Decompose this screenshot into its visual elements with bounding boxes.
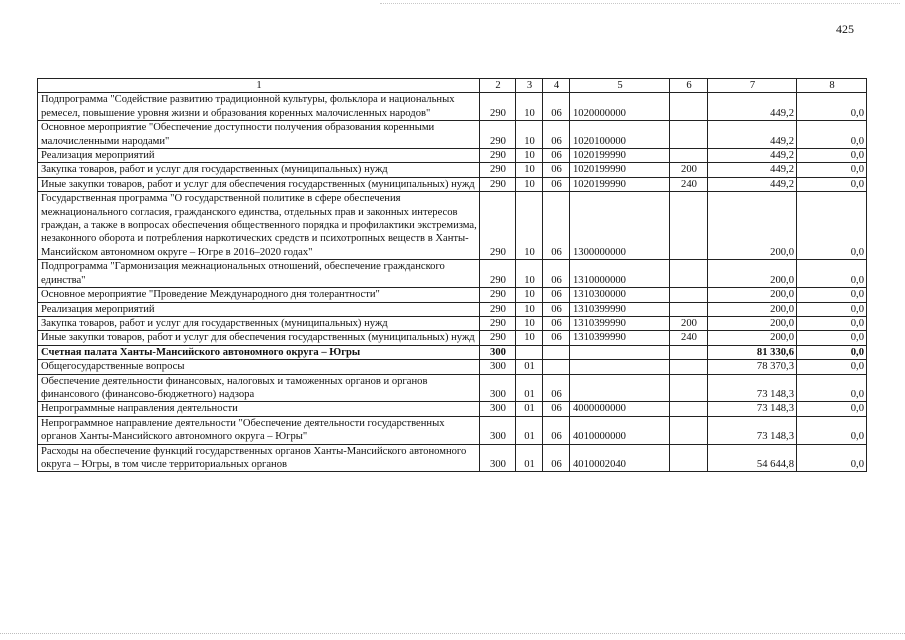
- table-row: [38, 331, 867, 345]
- header-cell: 5: [570, 79, 670, 93]
- section-code-cell: 10: [516, 177, 543, 191]
- section-code-cell: 10: [516, 288, 543, 302]
- admin-code-cell: 300: [480, 360, 516, 374]
- amount-cell: 73 148,3: [708, 402, 797, 416]
- table-row: [38, 121, 867, 149]
- target-article-cell: 1020199990: [570, 163, 670, 177]
- target-article-cell: [570, 345, 670, 359]
- amount-cell: 200,0: [708, 316, 797, 330]
- expense-type-cell: [670, 444, 708, 472]
- amount-subvention-cell: 0,0: [797, 374, 867, 402]
- amount-subvention-cell: 0,0: [797, 360, 867, 374]
- row-name-cell: Непрограммное направление деятельности "Обеспечение деятельности государственных органов Ханты-Мансийского автономного округа – Югры": [38, 416, 480, 444]
- expense-type-cell: [670, 345, 708, 359]
- subsection-code-cell: 06: [543, 121, 570, 149]
- expense-type-cell: [670, 374, 708, 402]
- subsection-code-cell: 06: [543, 192, 570, 260]
- section-code-cell: 10: [516, 260, 543, 288]
- target-article-cell: 1020199990: [570, 177, 670, 191]
- subsection-code-cell: [543, 360, 570, 374]
- expense-type-cell: [670, 402, 708, 416]
- header-cell: 8: [797, 79, 867, 93]
- amount-cell: 73 148,3: [708, 374, 797, 402]
- target-article-cell: 1020100000: [570, 121, 670, 149]
- admin-code-cell: 300: [480, 402, 516, 416]
- admin-code-cell: 290: [480, 149, 516, 163]
- subsection-code-cell: 06: [543, 260, 570, 288]
- target-article-cell: [570, 374, 670, 402]
- scan-edge-bottom: [0, 633, 905, 634]
- row-name-cell: Расходы на обеспечение функций государственных органов Ханты-Мансийского автономного округа – Югры, в том числе территориальных органов: [38, 444, 480, 472]
- subsection-code-cell: [543, 345, 570, 359]
- admin-code-cell: 300: [480, 416, 516, 444]
- row-name-cell: Государственная программа "О государственной политике в сфере обеспечения межнационального согласия, гражданского единства, отдельных прав и законных интересов граждан, а также в вопросах обеспечения общественного порядка и профилактики экстремизма, незаконного оборота и потребления наркотических средств и психотропных веществ в Ханты-Мансийском автономном округе – Югре в 2016–2020 годах": [38, 192, 480, 260]
- section-code-cell: 01: [516, 374, 543, 402]
- budget-table: [37, 78, 867, 472]
- expense-type-cell: 240: [670, 331, 708, 345]
- subsection-code-cell: 06: [543, 444, 570, 472]
- amount-subvention-cell: 0,0: [797, 288, 867, 302]
- table-row: [38, 93, 867, 121]
- subsection-code-cell: 06: [543, 316, 570, 330]
- section-code-cell: 01: [516, 360, 543, 374]
- expense-type-cell: 240: [670, 177, 708, 191]
- amount-cell: 449,2: [708, 93, 797, 121]
- amount-subvention-cell: 0,0: [797, 402, 867, 416]
- subsection-code-cell: 06: [543, 163, 570, 177]
- row-name-cell: Подпрограмма "Содействие развитию традиционной культуры, фольклора и национальных ремесел, повышение уровня жизни и образования коренных малочисленных народов": [38, 93, 480, 121]
- row-name-cell: Общегосударственные вопросы: [38, 360, 480, 374]
- target-article-cell: 1310399990: [570, 302, 670, 316]
- admin-code-cell: 300: [480, 345, 516, 359]
- expense-type-cell: [670, 260, 708, 288]
- expense-type-cell: [670, 93, 708, 121]
- row-name-cell: Счетная палата Ханты-Мансийского автономного округа – Югры: [38, 345, 480, 359]
- table-row: [38, 260, 867, 288]
- admin-code-cell: 290: [480, 302, 516, 316]
- table-row: [38, 402, 867, 416]
- section-code-cell: 10: [516, 121, 543, 149]
- header-cell: 2: [480, 79, 516, 93]
- target-article-cell: 1310399990: [570, 331, 670, 345]
- subsection-code-cell: 06: [543, 402, 570, 416]
- row-name-cell: Закупка товаров, работ и услуг для государственных (муниципальных) нужд: [38, 316, 480, 330]
- admin-code-cell: 290: [480, 192, 516, 260]
- table-row: [38, 302, 867, 316]
- target-article-cell: 4000000000: [570, 402, 670, 416]
- admin-code-cell: 290: [480, 121, 516, 149]
- expense-type-cell: [670, 149, 708, 163]
- expense-type-cell: [670, 302, 708, 316]
- table-row: [38, 444, 867, 472]
- amount-subvention-cell: 0,0: [797, 331, 867, 345]
- expense-type-cell: [670, 416, 708, 444]
- subsection-code-cell: 06: [543, 416, 570, 444]
- table-row: [38, 345, 867, 359]
- amount-cell: 78 370,3: [708, 360, 797, 374]
- amount-subvention-cell: 0,0: [797, 260, 867, 288]
- section-code-cell: [516, 345, 543, 359]
- admin-code-cell: 300: [480, 374, 516, 402]
- amount-subvention-cell: 0,0: [797, 177, 867, 191]
- amount-cell: 200,0: [708, 260, 797, 288]
- amount-cell: 81 330,6: [708, 345, 797, 359]
- expense-type-cell: [670, 192, 708, 260]
- target-article-cell: 4010002040: [570, 444, 670, 472]
- row-name-cell: Закупка товаров, работ и услуг для государственных (муниципальных) нужд: [38, 163, 480, 177]
- amount-cell: 54 644,8: [708, 444, 797, 472]
- row-name-cell: Реализация мероприятий: [38, 149, 480, 163]
- section-code-cell: 10: [516, 316, 543, 330]
- section-code-cell: 10: [516, 163, 543, 177]
- amount-cell: 200,0: [708, 192, 797, 260]
- amount-cell: 200,0: [708, 302, 797, 316]
- header-cell: 7: [708, 79, 797, 93]
- amount-cell: 200,0: [708, 331, 797, 345]
- amount-subvention-cell: 0,0: [797, 121, 867, 149]
- table-header-row: [38, 79, 867, 93]
- subsection-code-cell: 06: [543, 288, 570, 302]
- admin-code-cell: 290: [480, 316, 516, 330]
- expense-type-cell: [670, 288, 708, 302]
- amount-cell: 200,0: [708, 288, 797, 302]
- admin-code-cell: 290: [480, 177, 516, 191]
- row-name-cell: Реализация мероприятий: [38, 302, 480, 316]
- expense-type-cell: 200: [670, 163, 708, 177]
- amount-subvention-cell: 0,0: [797, 163, 867, 177]
- subsection-code-cell: 06: [543, 149, 570, 163]
- table-row: [38, 374, 867, 402]
- table-row: [38, 360, 867, 374]
- amount-cell: 449,2: [708, 149, 797, 163]
- amount-subvention-cell: 0,0: [797, 302, 867, 316]
- amount-cell: 449,2: [708, 177, 797, 191]
- admin-code-cell: 290: [480, 331, 516, 345]
- table-row: [38, 192, 867, 260]
- target-article-cell: 1300000000: [570, 192, 670, 260]
- admin-code-cell: 300: [480, 444, 516, 472]
- subsection-code-cell: 06: [543, 93, 570, 121]
- row-name-cell: Непрограммные направления деятельности: [38, 402, 480, 416]
- section-code-cell: 01: [516, 416, 543, 444]
- target-article-cell: [570, 360, 670, 374]
- header-cell: 6: [670, 79, 708, 93]
- row-name-cell: Подпрограмма "Гармонизация межнациональных отношений, обеспечение гражданского единства": [38, 260, 480, 288]
- admin-code-cell: 290: [480, 260, 516, 288]
- amount-subvention-cell: 0,0: [797, 416, 867, 444]
- table-row: [38, 288, 867, 302]
- header-cell: 4: [543, 79, 570, 93]
- amount-subvention-cell: 0,0: [797, 316, 867, 330]
- section-code-cell: 10: [516, 302, 543, 316]
- page-number: 425: [836, 22, 854, 36]
- target-article-cell: 1310399990: [570, 316, 670, 330]
- admin-code-cell: 290: [480, 93, 516, 121]
- target-article-cell: 1020000000: [570, 93, 670, 121]
- section-code-cell: 01: [516, 402, 543, 416]
- target-article-cell: 1310300000: [570, 288, 670, 302]
- section-code-cell: 10: [516, 93, 543, 121]
- row-name-cell: Иные закупки товаров, работ и услуг для обеспечения государственных (муниципальных) нужд: [38, 177, 480, 191]
- amount-cell: 449,2: [708, 121, 797, 149]
- table-row: [38, 149, 867, 163]
- table-row: [38, 163, 867, 177]
- row-name-cell: Основное мероприятие "Обеспечение доступности получения образования коренными малочисленными народами": [38, 121, 480, 149]
- subsection-code-cell: 06: [543, 331, 570, 345]
- expense-type-cell: [670, 121, 708, 149]
- table-row: [38, 316, 867, 330]
- table-row: [38, 177, 867, 191]
- amount-subvention-cell: 0,0: [797, 149, 867, 163]
- target-article-cell: 4010000000: [570, 416, 670, 444]
- section-code-cell: 01: [516, 444, 543, 472]
- amount-subvention-cell: 0,0: [797, 192, 867, 260]
- amount-subvention-cell: 0,0: [797, 345, 867, 359]
- target-article-cell: 1020199990: [570, 149, 670, 163]
- header-cell: 3: [516, 79, 543, 93]
- amount-subvention-cell: 0,0: [797, 93, 867, 121]
- subsection-code-cell: 06: [543, 302, 570, 316]
- expense-type-cell: 200: [670, 316, 708, 330]
- subsection-code-cell: 06: [543, 374, 570, 402]
- row-name-cell: Обеспечение деятельности финансовых, налоговых и таможенных органов и органов финансового (финансово-бюджетного) надзора: [38, 374, 480, 402]
- row-name-cell: Основное мероприятие "Проведение Международного дня толерантности": [38, 288, 480, 302]
- table-row: [38, 416, 867, 444]
- section-code-cell: 10: [516, 149, 543, 163]
- amount-cell: 449,2: [708, 163, 797, 177]
- section-code-cell: 10: [516, 331, 543, 345]
- target-article-cell: 1310000000: [570, 260, 670, 288]
- scan-edge-top: [380, 3, 900, 4]
- amount-cell: 73 148,3: [708, 416, 797, 444]
- section-code-cell: 10: [516, 192, 543, 260]
- row-name-cell: Иные закупки товаров, работ и услуг для обеспечения государственных (муниципальных) нужд: [38, 331, 480, 345]
- header-cell: 1: [38, 79, 480, 93]
- amount-subvention-cell: 0,0: [797, 444, 867, 472]
- admin-code-cell: 290: [480, 163, 516, 177]
- subsection-code-cell: 06: [543, 177, 570, 191]
- admin-code-cell: 290: [480, 288, 516, 302]
- expense-type-cell: [670, 360, 708, 374]
